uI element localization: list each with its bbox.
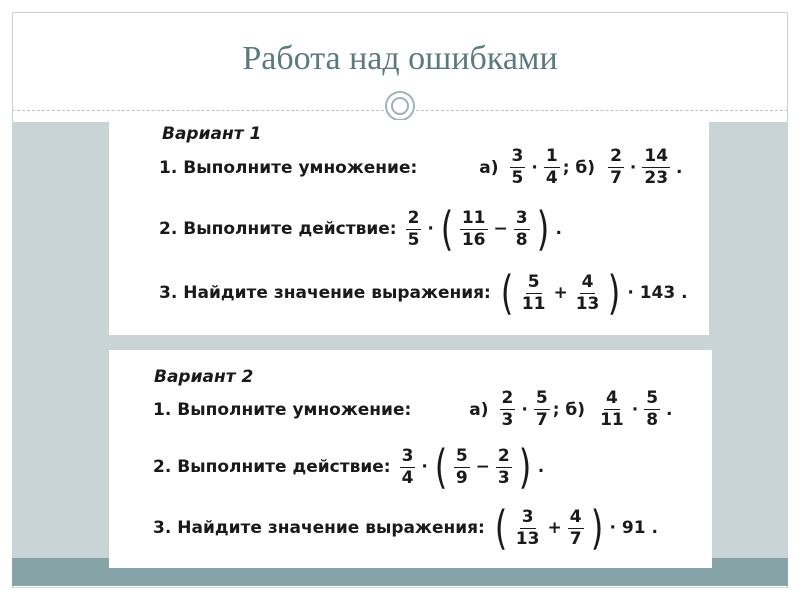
task-1	[153, 390, 676, 429]
task-text: Найдите значение выражения:	[183, 283, 491, 303]
fraction: $\frac{2}{3}$	[497, 445, 510, 488]
variant-heading: Вариант 2	[154, 367, 254, 387]
task-number: 2.	[159, 219, 178, 239]
task-number: 1.	[159, 157, 178, 178]
fraction: $\frac{5}{9}$	[455, 445, 468, 488]
fraction: $\frac{2}{7}$	[610, 146, 622, 188]
end-period: .	[537, 457, 545, 477]
task-2	[153, 440, 547, 494]
task-text: Найдите значение выражения:	[177, 518, 485, 538]
operator: ·	[521, 399, 528, 420]
fraction: $\frac{4}{7}$	[569, 506, 582, 549]
operator: ·	[631, 399, 639, 420]
operator: −	[493, 219, 508, 239]
fraction: $\frac{11}{16}$	[461, 207, 486, 250]
task-text: Выполните действие:	[183, 219, 397, 239]
fraction: $\frac{4}{11}$	[600, 388, 624, 430]
close-paren: )	[536, 202, 549, 256]
fraction: $\frac{4}{13}$	[575, 271, 600, 314]
operator: +	[553, 283, 568, 303]
fraction: $\frac{3}{13}$	[515, 506, 540, 549]
task-text: Выполните действие:	[177, 457, 391, 477]
open-paren: (	[494, 501, 508, 555]
fraction: $\frac{5}{8}$	[646, 388, 659, 430]
variant-1-card	[109, 120, 709, 335]
fraction: $\frac{3}{8}$	[515, 207, 528, 250]
close-paren: )	[590, 501, 603, 555]
ring-ornament-icon	[385, 91, 415, 121]
task-text: Выполните умножение:	[177, 399, 412, 420]
separator: ; б)	[562, 157, 596, 178]
task-text: Выполните умножение:	[183, 157, 418, 178]
close-paren: )	[518, 440, 532, 494]
operator: ·	[629, 157, 637, 178]
fraction: $\frac{3}{4}$	[401, 445, 414, 488]
expression-tail: · 91 .	[609, 518, 658, 538]
operator: +	[547, 518, 562, 538]
part-a-label: а)	[469, 399, 489, 420]
open-paren: (	[440, 202, 454, 256]
open-paren: (	[434, 440, 448, 494]
operator: ·	[427, 219, 434, 239]
open-paren: (	[500, 266, 514, 320]
end-period: .	[676, 157, 683, 178]
end-period: .	[555, 219, 563, 239]
task-number: 1.	[153, 399, 172, 420]
expression-tail: · 143 .	[627, 283, 688, 303]
task-3	[153, 501, 661, 555]
slide-title: Работа над ошибками	[242, 40, 558, 77]
separator: ; б)	[552, 399, 586, 420]
close-paren: )	[608, 266, 621, 320]
part-a-label: а)	[479, 157, 499, 178]
fraction: $\frac{3}{5}$	[511, 146, 524, 188]
fraction: $\frac{2}{5}$	[407, 207, 420, 250]
task-number: 3.	[153, 518, 172, 538]
task-1	[159, 148, 686, 187]
operator: ·	[421, 457, 428, 477]
variant-2-card	[109, 350, 712, 568]
task-number: 2.	[153, 457, 172, 477]
fraction: $\frac{14}{23}$	[644, 146, 669, 188]
operator: −	[475, 457, 490, 477]
task-2	[159, 202, 565, 256]
end-period: .	[666, 399, 673, 420]
task-number: 3.	[159, 283, 178, 303]
fraction: $\frac{1}{4}$	[545, 146, 558, 188]
fraction: $\frac{2}{3}$	[501, 388, 514, 430]
fraction: $\frac{5}{11}$	[521, 271, 546, 314]
operator: ·	[531, 157, 538, 178]
fraction: $\frac{5}{7}$	[535, 388, 548, 430]
variant-heading: Вариант 1	[162, 124, 262, 144]
task-3	[159, 266, 691, 320]
